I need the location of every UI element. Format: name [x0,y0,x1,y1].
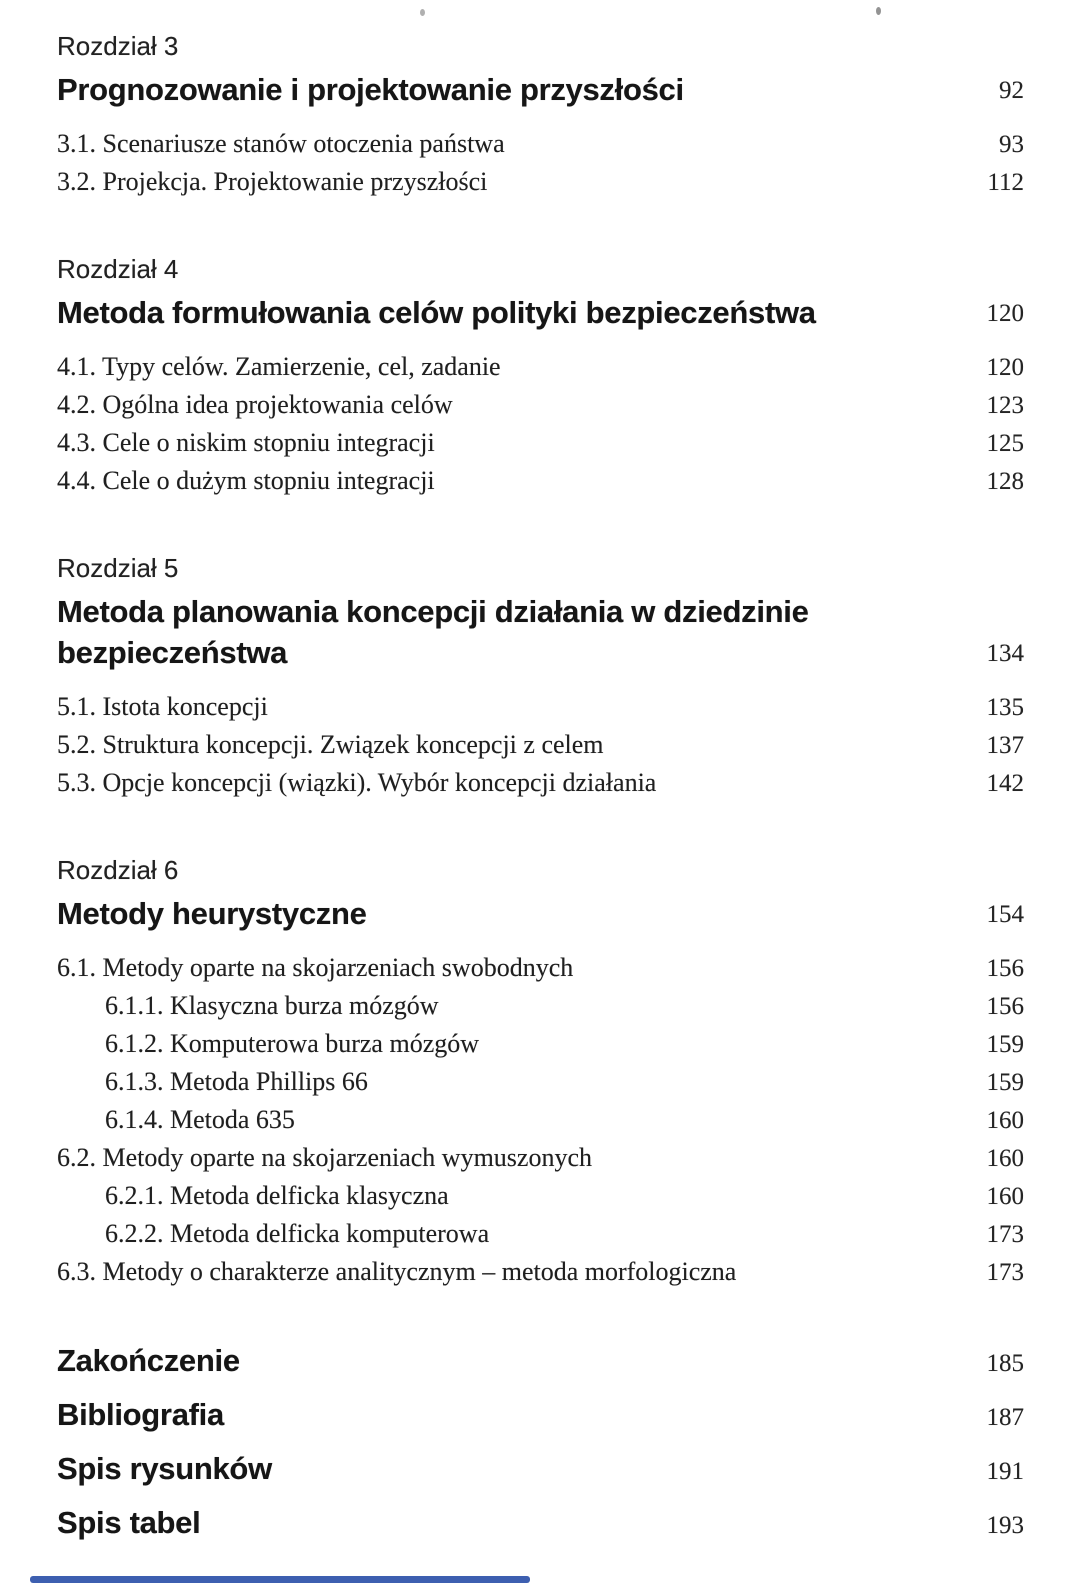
back-matter-title: Zakończenie [57,1343,240,1378]
toc-entry-page-number: 125 [986,430,1024,457]
back-matter-row [57,1397,1024,1451]
toc-entry-page-number: 160 [986,1107,1024,1134]
bottom-highlight-bar [30,1576,530,1583]
toc-entry-page-number: 160 [986,1145,1024,1172]
toc-entry-page-number: 128 [986,468,1024,495]
toc-entry [57,462,1024,500]
back-matter-page-number: 185 [986,1350,1024,1377]
toc-entry-page-number: 159 [986,1031,1024,1058]
back-matter-page-number: 187 [986,1404,1024,1431]
toc-entry [57,386,1024,424]
scan-speck [876,7,881,15]
scan-speck [420,9,425,16]
chapter-label: Rozdział 6 [57,855,179,885]
toc-entry-text: 6.3. Metody o charakterze analitycznym – metoda morfologiczna [57,1257,737,1286]
toc-entry [57,125,1024,163]
chapter-title-row [57,292,1024,333]
toc-entry [57,688,1024,726]
toc-entry [57,1101,1024,1139]
chapter-label: Rozdział 4 [57,254,179,284]
toc-chapter-6 [57,854,1024,1291]
toc-entry [57,1063,1024,1101]
chapter-title: Metoda formułowania celów polityki bezpieczeństwa [57,295,816,330]
toc-entry-text: 6.2. Metody oparte na skojarzeniach wymuszonych [57,1143,593,1172]
toc-entry-text: 5.2. Struktura koncepcji. Związek koncepcji z celem [57,730,604,759]
toc-entry-text: 4.2. Ogólna idea projektowania celów [57,390,453,419]
chapter-page-number: 120 [986,300,1024,327]
toc-chapter-5 [57,552,1024,802]
toc-entry-page-number: 156 [986,955,1024,982]
back-matter-page-number: 193 [986,1512,1024,1539]
chapter-title-row [57,591,1024,673]
toc-entry-text: 4.4. Cele o dużym stopniu integracji [57,466,435,495]
chapter-page-number: 92 [999,77,1024,104]
toc-entry-page-number: 173 [986,1259,1024,1286]
toc-entry [57,424,1024,462]
toc-entry-page-number: 93 [999,131,1024,158]
toc-chapter-3 [57,30,1024,201]
toc-entry-page-number: 159 [986,1069,1024,1096]
chapter-label: Rozdział 3 [57,31,179,61]
toc-entry-text: 6.1.2. Komputerowa burza mózgów [105,1029,480,1058]
chapter-page-number: 154 [986,901,1024,928]
toc-entry-text: 4.3. Cele o niskim stopniu integracji [57,428,435,457]
toc-entry-text: 4.1. Typy celów. Zamierzenie, cel, zadanie [57,352,501,381]
toc-entry-page-number: 137 [986,732,1024,759]
toc-entry [57,163,1024,201]
back-matter-row [57,1343,1024,1397]
chapter-title: Metoda planowania koncepcji działania w dziedzinie bezpieczeństwa [57,594,809,670]
toc-entry-text: 6.1.3. Metoda Phillips 66 [105,1067,368,1096]
toc-entry-page-number: 173 [986,1221,1024,1248]
toc-entry-text: 5.1. Istota koncepcji [57,692,268,721]
toc-entry [57,1177,1024,1215]
toc-entry-page-number: 112 [987,169,1024,196]
back-matter-row [57,1451,1024,1505]
toc-entry-page-number: 135 [986,694,1024,721]
toc-entry-page-number: 142 [986,770,1024,797]
toc-entry-text: 6.1. Metody oparte na skojarzeniach swobodnych [57,953,574,982]
toc-entry [57,764,1024,802]
toc-entry-page-number: 160 [986,1183,1024,1210]
back-matter-row [57,1505,1024,1559]
toc-entry [57,1139,1024,1177]
chapter-title: Metody heurystyczne [57,896,367,931]
toc-entry-text: 3.1. Scenariusze stanów otoczenia państwa [57,129,505,158]
chapter-label: Rozdział 5 [57,553,179,583]
toc-back-matter [57,1343,1024,1559]
toc-entry [57,348,1024,386]
toc-entry-page-number: 156 [986,993,1024,1020]
toc-entry-text: 6.2.1. Metoda delficka klasyczna [105,1181,449,1210]
back-matter-title: Bibliografia [57,1397,224,1432]
chapter-title: Prognozowanie i projektowanie przyszłości [57,72,684,107]
toc-entry-text: 6.1.1. Klasyczna burza mózgów [105,991,439,1020]
back-matter-title: Spis tabel [57,1505,201,1540]
toc-entry [57,1215,1024,1253]
toc-entry [57,1025,1024,1063]
toc-entry-text: 6.1.4. Metoda 635 [105,1105,295,1134]
toc-entry-page-number: 123 [986,392,1024,419]
chapter-title-row [57,69,1024,110]
toc-entry [57,987,1024,1025]
toc-entry-page-number: 120 [986,354,1024,381]
back-matter-page-number: 191 [986,1458,1024,1485]
toc-entry [57,726,1024,764]
toc-chapter-4 [57,253,1024,500]
chapter-page-number: 134 [986,640,1024,667]
toc-entry-text: 5.3. Opcje koncepcji (wiązki). Wybór koncepcji działania [57,768,657,797]
toc-entry [57,1253,1024,1291]
back-matter-title: Spis rysunków [57,1451,272,1486]
toc-entry [57,949,1024,987]
toc-entry-text: 6.2.2. Metoda delficka komputerowa [105,1219,490,1248]
chapter-title-row [57,893,1024,934]
toc-entry-text: 3.2. Projekcja. Projektowanie przyszłości [57,167,488,196]
